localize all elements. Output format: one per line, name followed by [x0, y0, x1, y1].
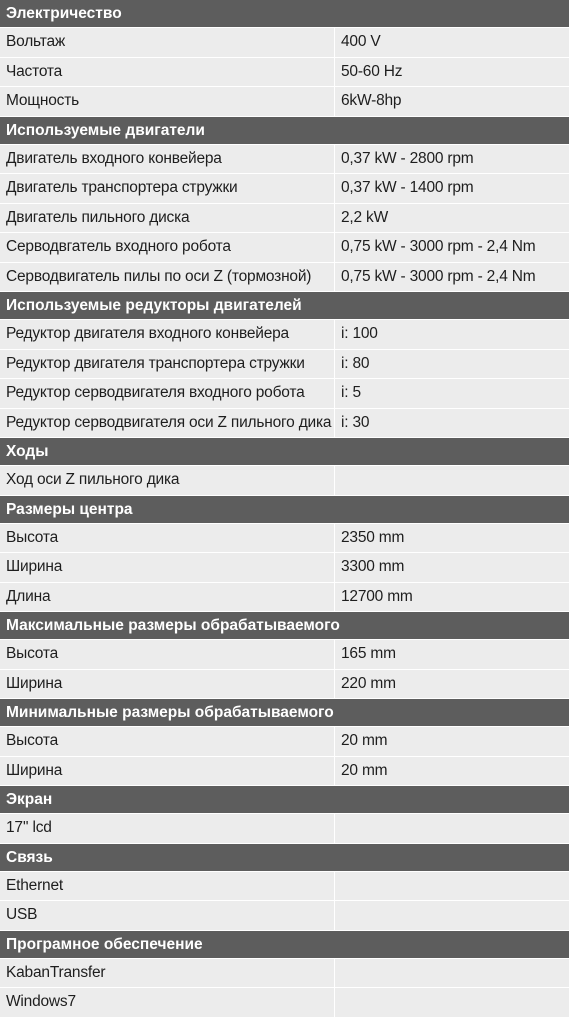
- spec-row: [0, 640, 569, 670]
- spec-row: [0, 174, 569, 204]
- spec-label: USB: [6, 906, 38, 924]
- spec-row: [0, 814, 569, 844]
- spec-label: Серводвгатель входного робота: [6, 238, 231, 256]
- spec-row: [0, 350, 569, 380]
- spec-row: [0, 727, 569, 757]
- section-header: Используемые редукторы двигателей: [0, 292, 569, 320]
- spec-row: [0, 320, 569, 350]
- spec-row: [0, 204, 569, 234]
- spec-value: 20 mm: [334, 727, 569, 756]
- section-header: Используемые двигатели: [0, 117, 569, 145]
- spec-value: 2,2 kW: [334, 204, 569, 233]
- spec-label: Ширина: [6, 558, 63, 576]
- spec-label: Ширина: [6, 674, 63, 692]
- spec-value: i: 80: [334, 350, 569, 379]
- spec-row: [0, 988, 569, 1018]
- section-header: Экран: [0, 786, 569, 814]
- spec-value: 400 V: [334, 28, 569, 57]
- spec-value: 165 mm: [334, 640, 569, 669]
- spec-label: Мощность: [6, 92, 79, 110]
- spec-row: [0, 757, 569, 787]
- spec-value: [334, 872, 569, 901]
- spec-row: [0, 58, 569, 88]
- spec-value: 12700 mm: [334, 583, 569, 612]
- section-header: Минимальные размеры обрабатываемого: [0, 699, 569, 727]
- spec-value: [334, 959, 569, 988]
- spec-label: Частота: [6, 62, 63, 80]
- spec-label: Ширина: [6, 761, 63, 779]
- spec-row: [0, 409, 569, 439]
- spec-value: 0,75 kW - 3000 rpm - 2,4 Nm: [334, 233, 569, 262]
- spec-label: Ethernet: [6, 876, 63, 894]
- spec-value: 0,37 kW - 2800 rpm: [334, 145, 569, 174]
- spec-value: 0,37 kW - 1400 rpm: [334, 174, 569, 203]
- spec-label: Двигатель входного конвейера: [6, 149, 222, 167]
- spec-row: [0, 87, 569, 117]
- spec-label: 17'' lcd: [6, 819, 52, 837]
- spec-label: Редуктор серводвигателя входного робота: [6, 384, 305, 402]
- spec-label: Двигатель пильного диска: [6, 208, 190, 226]
- spec-row: [0, 959, 569, 989]
- spec-value: 2350 mm: [334, 524, 569, 553]
- spec-label: Высота: [6, 528, 59, 546]
- spec-value: 20 mm: [334, 757, 569, 786]
- spec-label: Windows7: [6, 993, 76, 1011]
- spec-value: i: 5: [334, 379, 569, 408]
- spec-label: Редуктор серводвигателя оси Z пильного дика: [6, 413, 332, 431]
- spec-label: Серводвигатель пилы по оси Z (тормозной): [6, 267, 312, 285]
- spec-row: [0, 263, 569, 293]
- spec-row: [0, 28, 569, 58]
- spec-value: 50-60 Hz: [334, 58, 569, 87]
- spec-row: [0, 553, 569, 583]
- section-header: Максимальные размеры обрабатываемого: [0, 612, 569, 640]
- spec-label: Редуктор двигателя входного конвейера: [6, 325, 289, 343]
- spec-row: [0, 524, 569, 554]
- spec-row: [0, 583, 569, 613]
- spec-value: [334, 901, 569, 930]
- spec-label: Вольтаж: [6, 33, 66, 51]
- section-header: Размеры центра: [0, 496, 569, 524]
- spec-label: Высота: [6, 732, 59, 750]
- spec-value: 6kW-8hp: [334, 87, 569, 116]
- section-header: Электричество: [0, 0, 569, 28]
- spec-row: [0, 233, 569, 263]
- spec-row: [0, 670, 569, 700]
- spec-label: KabanTransfer: [6, 963, 106, 981]
- spec-value: i: 100: [334, 320, 569, 349]
- spec-label: Высота: [6, 645, 59, 663]
- spec-value: [334, 988, 569, 1017]
- spec-row: [0, 901, 569, 931]
- spec-row: [0, 379, 569, 409]
- spec-label: Ход оси Z пильного дика: [6, 471, 180, 489]
- spec-value: [334, 466, 569, 495]
- spec-label: Редуктор двигателя транспортера стружки: [6, 354, 305, 372]
- section-header: Програмное обеспечение: [0, 931, 569, 959]
- spec-row: [0, 145, 569, 175]
- spec-row: [0, 872, 569, 902]
- section-header: Ходы: [0, 438, 569, 466]
- spec-label: Двигатель транспортера стружки: [6, 179, 238, 197]
- spec-value: i: 30: [334, 409, 569, 438]
- spec-value: 3300 mm: [334, 553, 569, 582]
- spec-value: [334, 814, 569, 843]
- section-header: Связь: [0, 844, 569, 872]
- spec-label: Длина: [6, 587, 51, 605]
- spec-value: 220 mm: [334, 670, 569, 699]
- spec-row: [0, 466, 569, 496]
- spec-value: 0,75 kW - 3000 rpm - 2,4 Nm: [334, 263, 569, 292]
